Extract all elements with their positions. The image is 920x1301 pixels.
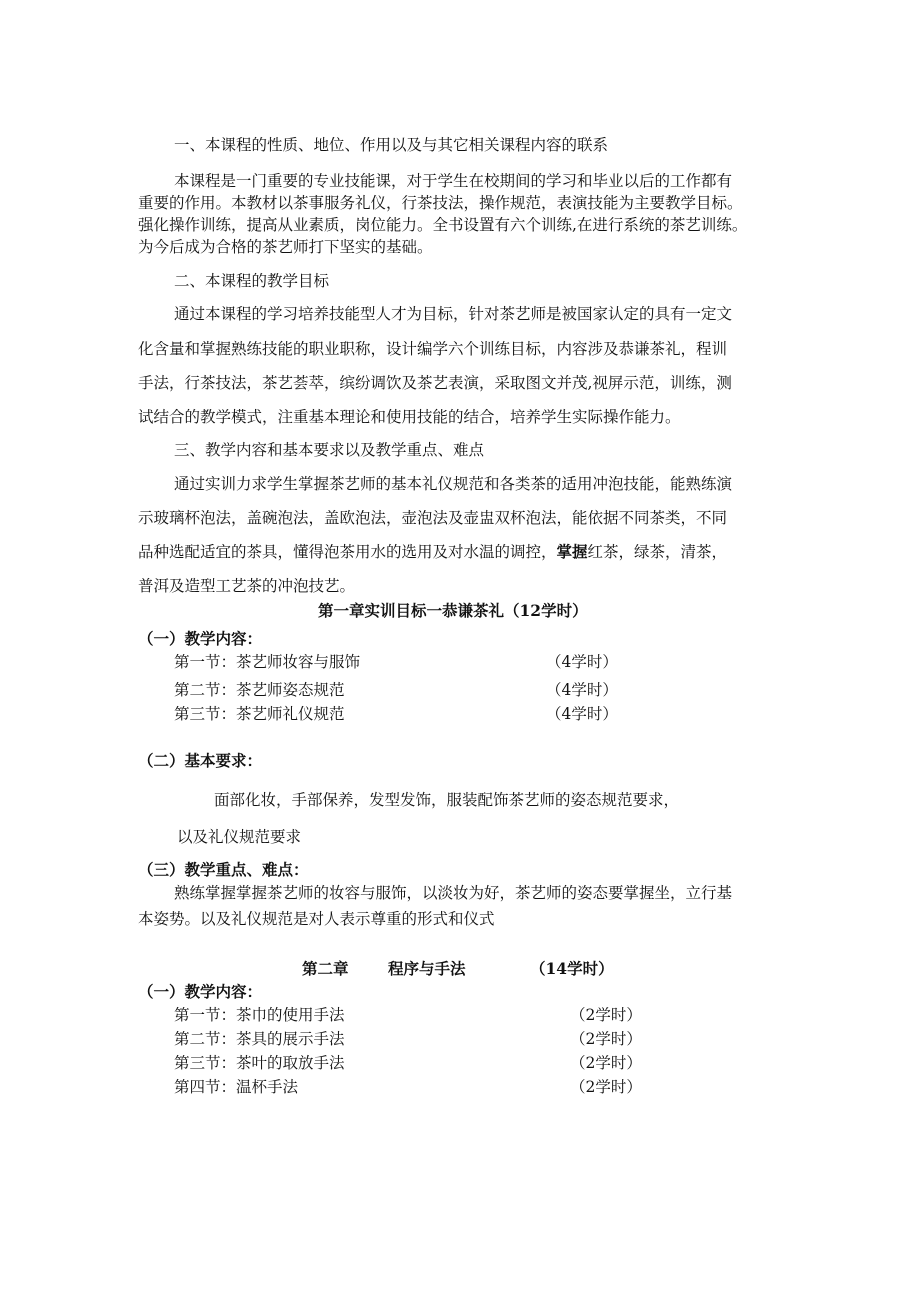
paragraph-3-line: 普洱及造型工艺茶的冲泡技艺。: [138, 577, 356, 595]
ch2-section-hours: （2学时）: [570, 1078, 642, 1096]
chapter-2-hours: （14学时）: [530, 959, 614, 978]
paragraph-3-line: 示玻璃杯泡法，盖碗泡法，盖欧泡法，壶泡法及壶盅双杯泡法，能依据不同茶类，不同: [138, 509, 728, 527]
paragraph-1-line: 强化操作训练，提高从业素质，岗位能力。全书设置有六个训练,在进行系统的茶艺训练。: [138, 216, 748, 234]
chapter-1-key-points-heading: （三）教学重点、难点：: [138, 860, 309, 879]
chapter-1-content-heading: （一）教学内容：: [138, 629, 263, 648]
chapter-2-label: 第二章: [302, 959, 349, 978]
paragraph-2-line: 手法，行茶技法，茶艺荟萃，缤纷调饮及茶艺表演，采取图文并茂,视屏示范，训练，测: [138, 374, 732, 392]
paragraph-1-line: 为今后成为合格的茶艺师打下坚实的基础。: [138, 238, 433, 256]
section-heading-3: 三、教学内容和基本要求以及教学重点、难点: [174, 441, 485, 459]
paragraph-3-text: 品种选配适宜的茶具，懂得泡茶用水的选用及对水温的调控，: [138, 543, 557, 561]
ch1-section-name: 第二节：茶艺师姿态规范: [174, 681, 345, 699]
chapter-2-name: 程序与手法: [388, 959, 466, 978]
ch2-section-hours: （2学时）: [570, 1054, 642, 1072]
ch1-key-point-line: 本姿势。以及礼仪规范是对人表示尊重的形式和仪式: [138, 910, 495, 928]
ch1-requirement-line: 面部化妆，手部保养，发型发饰，服装配饰茶艺师的姿态规范要求，: [214, 791, 680, 809]
ch2-section-name: 第二节：茶具的展示手法: [174, 1030, 345, 1048]
section-heading-2: 二、本课程的教学目标: [174, 272, 330, 290]
paragraph-3-line: 通过实训力求学生掌握茶艺师的基本礼仪规范和各类茶的适用冲泡技能，能熟练演: [174, 475, 733, 493]
ch2-section-name: 第三节：茶叶的取放手法: [174, 1054, 345, 1072]
paragraph-3-text: 红茶，绿茶，清茶，: [587, 543, 728, 561]
paragraph-2-line: 化含量和掌握熟练技能的职业职称，设计编学六个训练目标，内容涉及恭谦茶礼，程训: [138, 340, 728, 358]
ch2-section-hours: （2学时）: [570, 1006, 642, 1024]
paragraph-3-bold: 掌握: [556, 542, 588, 561]
chapter-2-content-heading: （一）教学内容：: [138, 982, 263, 1001]
section-heading-1: 一、本课程的性质、地位、作用以及与其它相关课程内容的联系: [174, 136, 609, 154]
ch2-section-name: 第四节：温杯手法: [174, 1078, 299, 1096]
paragraph-2-line: 通过本课程的学习培养技能型人才为目标，针对茶艺师是被国家认定的具有一定文: [174, 305, 733, 323]
ch1-section-name: 第一节：茶艺师妆容与服饰: [174, 653, 361, 671]
chapter-1-title: 第一章实训目标一恭谦茶礼（12学时）: [318, 601, 588, 620]
paragraph-2-line: 试结合的教学模式，注重基本理论和使用技能的结合，培养学生实际操作能力。: [138, 408, 681, 426]
ch1-section-hours: （4学时）: [546, 681, 618, 699]
ch1-section-hours: （4学时）: [546, 653, 618, 671]
paragraph-1-line: 本课程是一门重要的专业技能课，对于学生在校期间的学习和毕业以后的工作都有: [174, 172, 733, 190]
paragraph-3-line: [138, 542, 727, 562]
chapter-1-requirements-heading: （二）基本要求：: [138, 751, 263, 770]
ch2-section-name: 第一节：茶巾的使用手法: [174, 1006, 345, 1024]
ch1-key-point-line: 熟练掌握掌握茶艺师的妆容与服饰，以淡妆为好，茶艺师的姿态要掌握坐，立行基: [174, 884, 733, 902]
paragraph-1-line: 重要的作用。本教材以茶事服务礼仪，行茶技法，操作规范，表演技能为主要教学目标。: [138, 194, 743, 212]
ch1-requirement-line: 以及礼仪规范要求: [177, 828, 302, 846]
ch1-section-hours: （4学时）: [546, 705, 618, 723]
ch2-section-hours: （2学时）: [570, 1030, 642, 1048]
ch1-section-name: 第三节：茶艺师礼仪规范: [174, 705, 345, 723]
